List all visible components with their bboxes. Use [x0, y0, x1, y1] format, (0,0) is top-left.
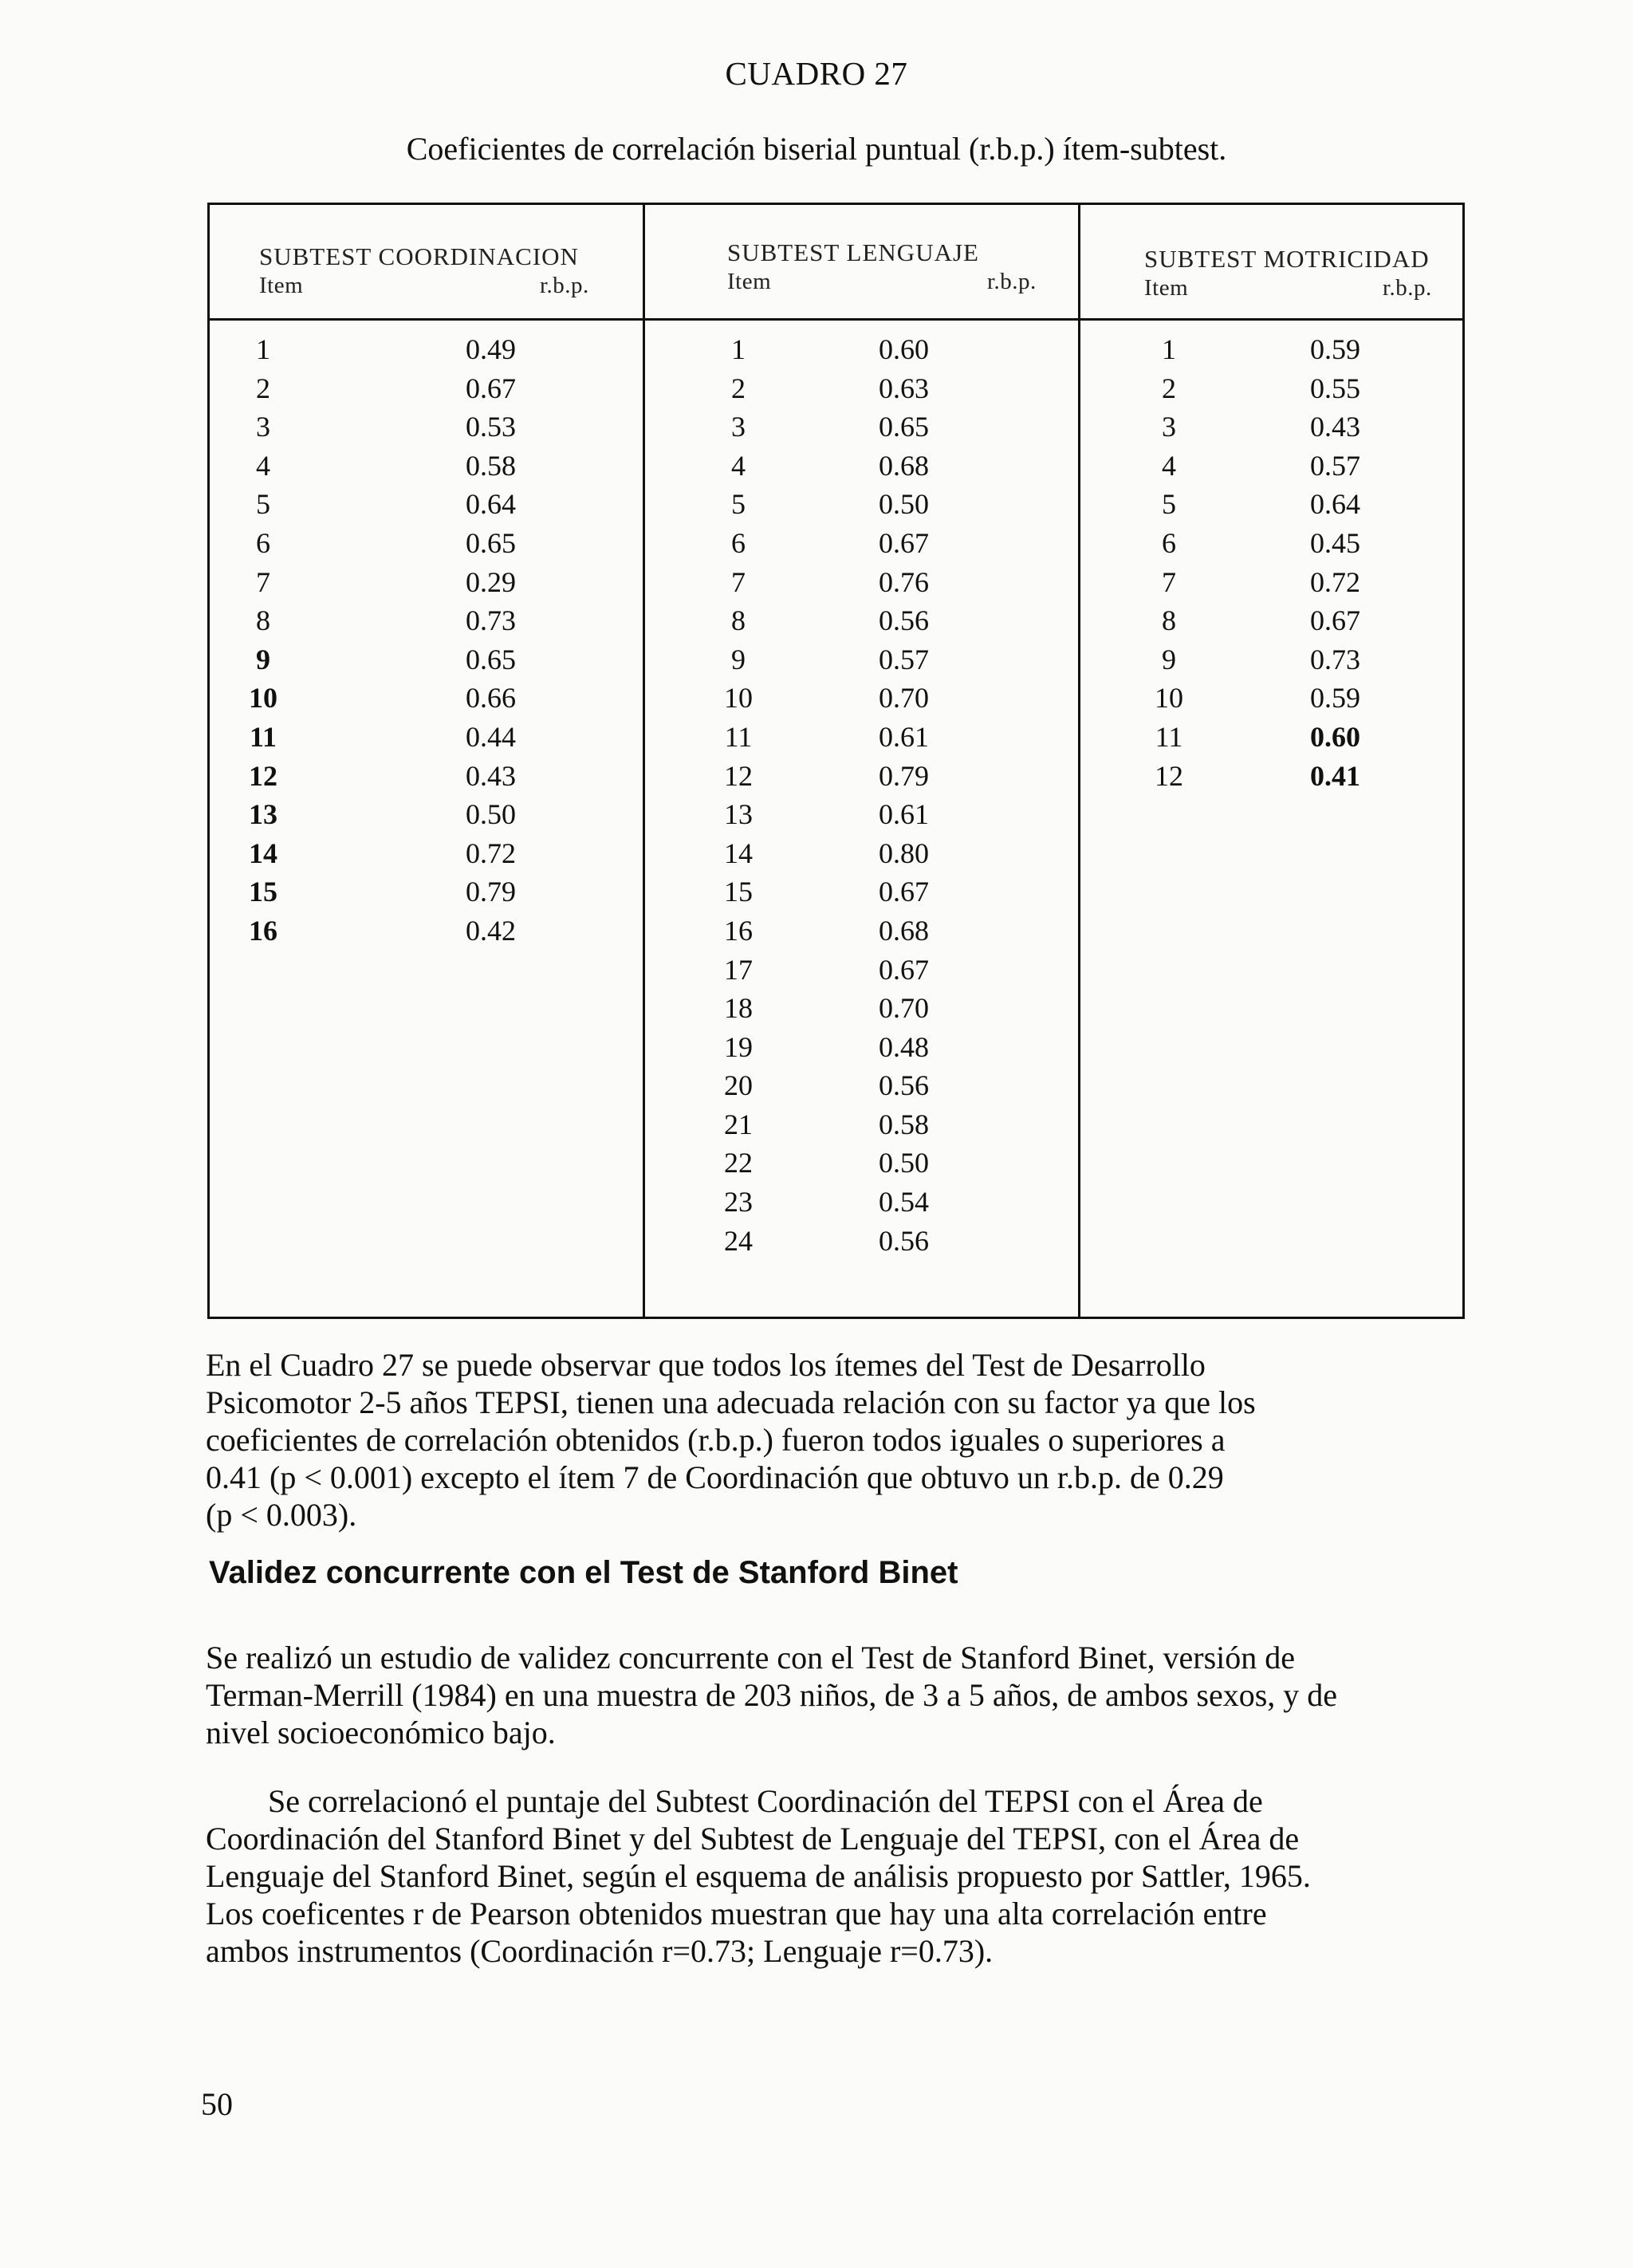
item-number: 3 — [731, 411, 746, 443]
text-line: (p < 0.003). — [206, 1497, 357, 1533]
rbp-value: 0.65 — [879, 411, 929, 443]
column-title: SUBTEST MOTRICIDAD — [1144, 245, 1430, 273]
item-number: 24 — [724, 1224, 753, 1257]
correlation-table — [207, 203, 1465, 1319]
item-number: 8 — [731, 604, 746, 637]
rbp-value: 0.50 — [466, 798, 516, 831]
rbp-value: 0.58 — [879, 1108, 929, 1140]
rbp-value: 0.56 — [879, 604, 929, 637]
rbp-value: 0.42 — [466, 914, 516, 947]
rbp-value: 0.43 — [466, 759, 516, 792]
rbp-value: 0.79 — [879, 759, 929, 792]
item-number: 2 — [731, 372, 746, 404]
column-title: SUBTEST COORDINACION — [259, 242, 579, 270]
item-number: 4 — [256, 449, 270, 482]
rbp-value: 0.43 — [1310, 411, 1360, 443]
item-number: 4 — [1162, 449, 1176, 482]
rbp-value: 0.60 — [1310, 720, 1360, 753]
item-number: 6 — [256, 526, 270, 559]
item-number: 7 — [256, 565, 270, 598]
rbp-value: 0.61 — [879, 798, 929, 831]
item-number: 7 — [731, 565, 746, 598]
paragraph-correlation — [206, 1782, 1466, 1970]
item-number: 8 — [256, 604, 270, 637]
item-label: Item — [727, 269, 772, 294]
item-number: 1 — [1162, 333, 1176, 365]
item-number: 18 — [724, 992, 753, 1025]
item-number: 3 — [256, 411, 270, 443]
item-number: 12 — [1155, 759, 1183, 792]
rbp-value: 0.45 — [1310, 526, 1360, 559]
item-number: 19 — [724, 1030, 753, 1063]
rbp-value: 0.73 — [1310, 643, 1360, 675]
item-number: 12 — [249, 759, 277, 792]
item-number: 13 — [249, 798, 277, 831]
item-number: 22 — [724, 1147, 753, 1179]
column-header-lenguaje — [727, 238, 1037, 296]
rbp-value: 0.64 — [1310, 488, 1360, 521]
table-caption: Coeficientes de correlación biserial puntual (r.b.p.) ítem-subtest. — [406, 131, 1227, 167]
rbp-value: 0.66 — [466, 682, 516, 715]
item-number: 11 — [724, 720, 753, 753]
item-number: 7 — [1162, 565, 1176, 598]
item-number: 2 — [1162, 372, 1176, 404]
rbp-value: 0.61 — [879, 720, 929, 753]
column-divider — [1078, 205, 1080, 1317]
item-number: 2 — [256, 372, 270, 404]
rbp-value: 0.76 — [879, 565, 929, 598]
rbp-value: 0.29 — [466, 565, 516, 598]
paragraph-study — [206, 1639, 1466, 1751]
rbp-value: 0.63 — [879, 372, 929, 404]
item-number: 21 — [724, 1108, 753, 1140]
item-number: 12 — [724, 759, 753, 792]
item-number: 11 — [1155, 720, 1183, 753]
item-number: 14 — [249, 837, 277, 869]
item-number: 16 — [724, 914, 753, 947]
item-number: 5 — [256, 488, 270, 521]
text-line: coeficientes de correlación obtenidos (r.b.p.) fueron todos iguales o superiores a — [206, 1422, 1226, 1458]
rbp-label: r.b.p. — [1383, 275, 1432, 301]
rbp-value: 0.64 — [466, 488, 516, 521]
item-number: 9 — [1162, 643, 1176, 675]
item-number: 23 — [724, 1186, 753, 1219]
item-number: 16 — [249, 914, 277, 947]
rbp-value: 0.79 — [466, 876, 516, 908]
item-number: 10 — [1155, 682, 1183, 715]
rbp-value: 0.53 — [466, 411, 516, 443]
rbp-value: 0.59 — [1310, 682, 1360, 715]
item-number: 6 — [1162, 526, 1176, 559]
item-number: 5 — [1162, 488, 1176, 521]
rbp-value: 0.70 — [879, 682, 929, 715]
text-line: ambos instrumentos (Coordinación r=0.73; Lenguaje r=0.73). — [206, 1933, 994, 1969]
rbp-value: 0.55 — [1310, 372, 1360, 404]
column-header-motricidad — [1144, 245, 1430, 302]
rbp-value: 0.59 — [1310, 333, 1360, 365]
rbp-value: 0.67 — [466, 372, 516, 404]
rbp-value: 0.57 — [879, 643, 929, 675]
rbp-value: 0.44 — [466, 720, 516, 753]
item-number: 15 — [724, 876, 753, 908]
item-number: 3 — [1162, 411, 1176, 443]
item-number: 10 — [724, 682, 753, 715]
header-divider — [210, 318, 1462, 321]
rbp-value: 0.56 — [879, 1069, 929, 1102]
section-heading: Validez concurrente con el Test de Stanford Binet — [209, 1555, 958, 1590]
rbp-value: 0.70 — [879, 992, 929, 1025]
rbp-label: r.b.p. — [987, 269, 1037, 294]
column-title: SUBTEST LENGUAJE — [727, 238, 979, 266]
text-line: En el Cuadro 27 se puede observar que todos los ítemes del Test de Desarrollo — [206, 1347, 1206, 1383]
text-line: Se correlacionó el puntaje del Subtest Coordinación del TEPSI con el Área de — [268, 1783, 1263, 1819]
item-label: Item — [259, 273, 304, 298]
rbp-value: 0.67 — [879, 953, 929, 986]
rbp-value: 0.60 — [879, 333, 929, 365]
item-number: 8 — [1162, 604, 1176, 637]
rbp-value: 0.67 — [1310, 604, 1360, 637]
rbp-value: 0.80 — [879, 837, 929, 869]
item-number: 5 — [731, 488, 746, 521]
text-line: 0.41 (p < 0.001) excepto el ítem 7 de Coordinación que obtuvo un r.b.p. de 0.29 — [206, 1459, 1224, 1495]
item-number: 11 — [249, 720, 277, 753]
item-number: 20 — [724, 1069, 753, 1102]
rbp-value: 0.72 — [1310, 565, 1360, 598]
item-number: 14 — [724, 837, 753, 869]
rbp-value: 0.67 — [879, 876, 929, 908]
text-line: Psicomotor 2-5 años TEPSI, tienen una adecuada relación con su factor ya que los — [206, 1384, 1256, 1420]
item-number: 17 — [724, 953, 753, 986]
text-line: Terman-Merrill (1984) en una muestra de 203 niños, de 3 a 5 años, de ambos sexos, y de — [206, 1677, 1338, 1713]
rbp-value: 0.67 — [879, 526, 929, 559]
text-line: Los coeficentes r de Pearson obtenidos muestran que hay una alta correlación entre — [206, 1896, 1267, 1931]
item-number: 1 — [256, 333, 270, 365]
table-caption-number: CUADRO 27 — [725, 55, 908, 92]
text-line: Coordinación del Stanford Binet y del Subtest de Lenguaje del TEPSI, con el Área de — [206, 1821, 1300, 1857]
rbp-value: 0.56 — [879, 1224, 929, 1257]
text-line: Lenguaje del Stanford Binet, según el esquema de análisis propuesto por Sattler, 1965. — [206, 1858, 1311, 1894]
rbp-value: 0.65 — [466, 643, 516, 675]
rbp-value: 0.58 — [466, 449, 516, 482]
text-line: Se realizó un estudio de validez concurrente con el Test de Stanford Binet, versión de — [206, 1640, 1296, 1675]
column-header-coordinacion — [259, 242, 589, 300]
rbp-value: 0.48 — [879, 1030, 929, 1063]
item-number: 6 — [731, 526, 746, 559]
rbp-value: 0.57 — [1310, 449, 1360, 482]
rbp-value: 0.41 — [1310, 759, 1360, 792]
rbp-value: 0.65 — [466, 526, 516, 559]
item-label: Item — [1144, 275, 1189, 301]
rbp-value: 0.68 — [879, 449, 929, 482]
item-number: 4 — [731, 449, 746, 482]
rbp-value: 0.68 — [879, 914, 929, 947]
text-line: nivel socioeconómico bajo. — [206, 1715, 556, 1750]
item-number: 15 — [249, 876, 277, 908]
rbp-value: 0.72 — [466, 837, 516, 869]
rbp-value: 0.50 — [879, 1147, 929, 1179]
page-number: 50 — [201, 2086, 233, 2122]
column-divider — [643, 205, 645, 1317]
paragraph-analysis — [206, 1346, 1466, 1534]
item-number: 9 — [256, 643, 270, 675]
item-number: 1 — [731, 333, 746, 365]
item-number: 9 — [731, 643, 746, 675]
rbp-value: 0.73 — [466, 604, 516, 637]
rbp-value: 0.54 — [879, 1186, 929, 1219]
item-number: 10 — [249, 682, 277, 715]
rbp-label: r.b.p. — [540, 273, 589, 298]
rbp-value: 0.50 — [879, 488, 929, 521]
rbp-value: 0.49 — [466, 333, 516, 365]
item-number: 13 — [724, 798, 753, 831]
